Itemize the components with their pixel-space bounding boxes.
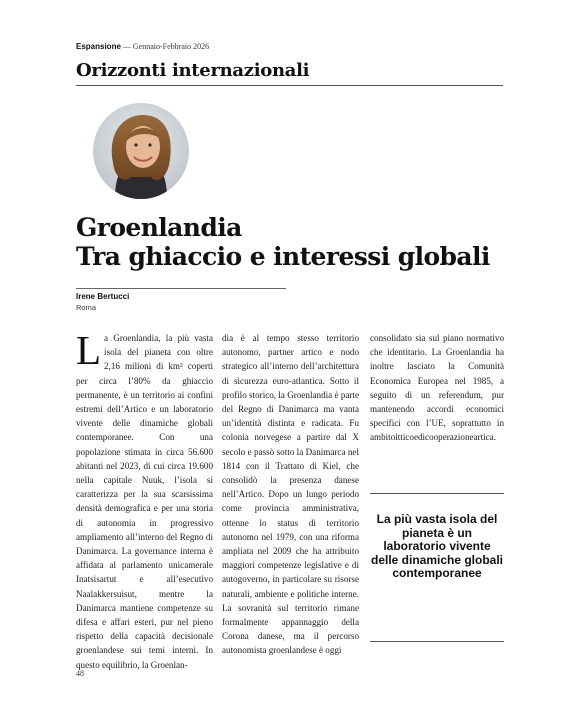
headline-line-1: Groenlandia: [76, 213, 242, 242]
body-text-2: dia è al tempo stesso territorio autonomo, partner artico e nodo strategico all’interno dell’architettura di sicurezza euro-atlantica. Sotto il profilo storico, la Groenlandia è parte del Regno di Danimarca ma vanta un’identità distinta e radicata. Fu colonia norvegese a partire dal X secolo e passò sotto la Danimarca nel 1814 con il Trattato di Kiel, che consolidò la presenza danese nell’Artico. Dopo un lungo periodo come provincia amministrativa, ottenne lo status di territorio autonomo nel 1979, con una riforma ampliata nel 2009 che ha attribuito maggiori competenze legislative e di autogoverno, in particolare su risorse naturali, ambiente e politiche interne. La sovranità sul territorio rimane formalmente appannaggio della Corona danese, ma il percorso autonomista groenlandese è oggi: [222, 333, 359, 656]
pullquote-bottom-rule: [370, 641, 504, 642]
page-number: 48: [76, 669, 84, 678]
author-photo: [93, 103, 189, 199]
section-rule: [76, 85, 503, 86]
article-headline: [76, 213, 516, 271]
magazine-name: Espansione: [76, 42, 121, 51]
body-text-1: a Groenlandia, la più vasta isola del pianeta con oltre 2,16 milioni di km² coperti per circa l’80% da ghiaccio permanente, è un territorio ai confini estremi dell’Artico e un laboratorio vivente delle dinamiche globali contemporanee. Con una popolazione stimata in circa 56.600 abitanti nel 2023, di cui circa 19.600 nella capitale Nuuk, l’isola si caratterizza per la sua scarsissima densità demografica e per una storia di autonomia in progressivo ampliamento all’interno del Regno di Danimarca. La governance interna è affidata al parlamento unicamerale Inatsisartut e all’esecutivo Naalakkersuisut, mentre la Danimarca mantiene competenze su difesa e affari esteri, pur nel pieno rispetto della capacità decisionale groenlandese sui temi interni. In questo equilibrio, la Groenlan-: [76, 333, 213, 670]
body-column-1: [76, 327, 213, 672]
pullquote: La più vasta isola del pianeta è un laboratorio vivente delle dinamiche globali contemporanee: [370, 512, 504, 580]
section-title: Orizzonti internazionali: [76, 60, 310, 81]
body-column-2: [222, 331, 359, 658]
author-city: Roma: [76, 303, 97, 312]
author-rule: [76, 288, 286, 289]
drop-cap: L: [76, 327, 102, 373]
author-name: Irene Bertucci: [76, 292, 130, 301]
pullquote-top-rule: [370, 493, 504, 494]
body-text-3: consolidato sia sul piano normativo che identitario. La Groenlandia ha inoltre lasciato la Comunità Economica Europea nel 1985, a seguito di un referendum, pur mantenendo accordi economici specifici con l’UE, soprattutto in ambitoitticoedicooperazioneartica.: [370, 333, 504, 443]
body-column-3: [370, 331, 504, 445]
headline-line-2: Tra ghiaccio e interessi globali: [76, 242, 490, 271]
issue-date: — Gennaio-Febbraio 2026: [120, 42, 210, 51]
page-header: [76, 42, 209, 51]
